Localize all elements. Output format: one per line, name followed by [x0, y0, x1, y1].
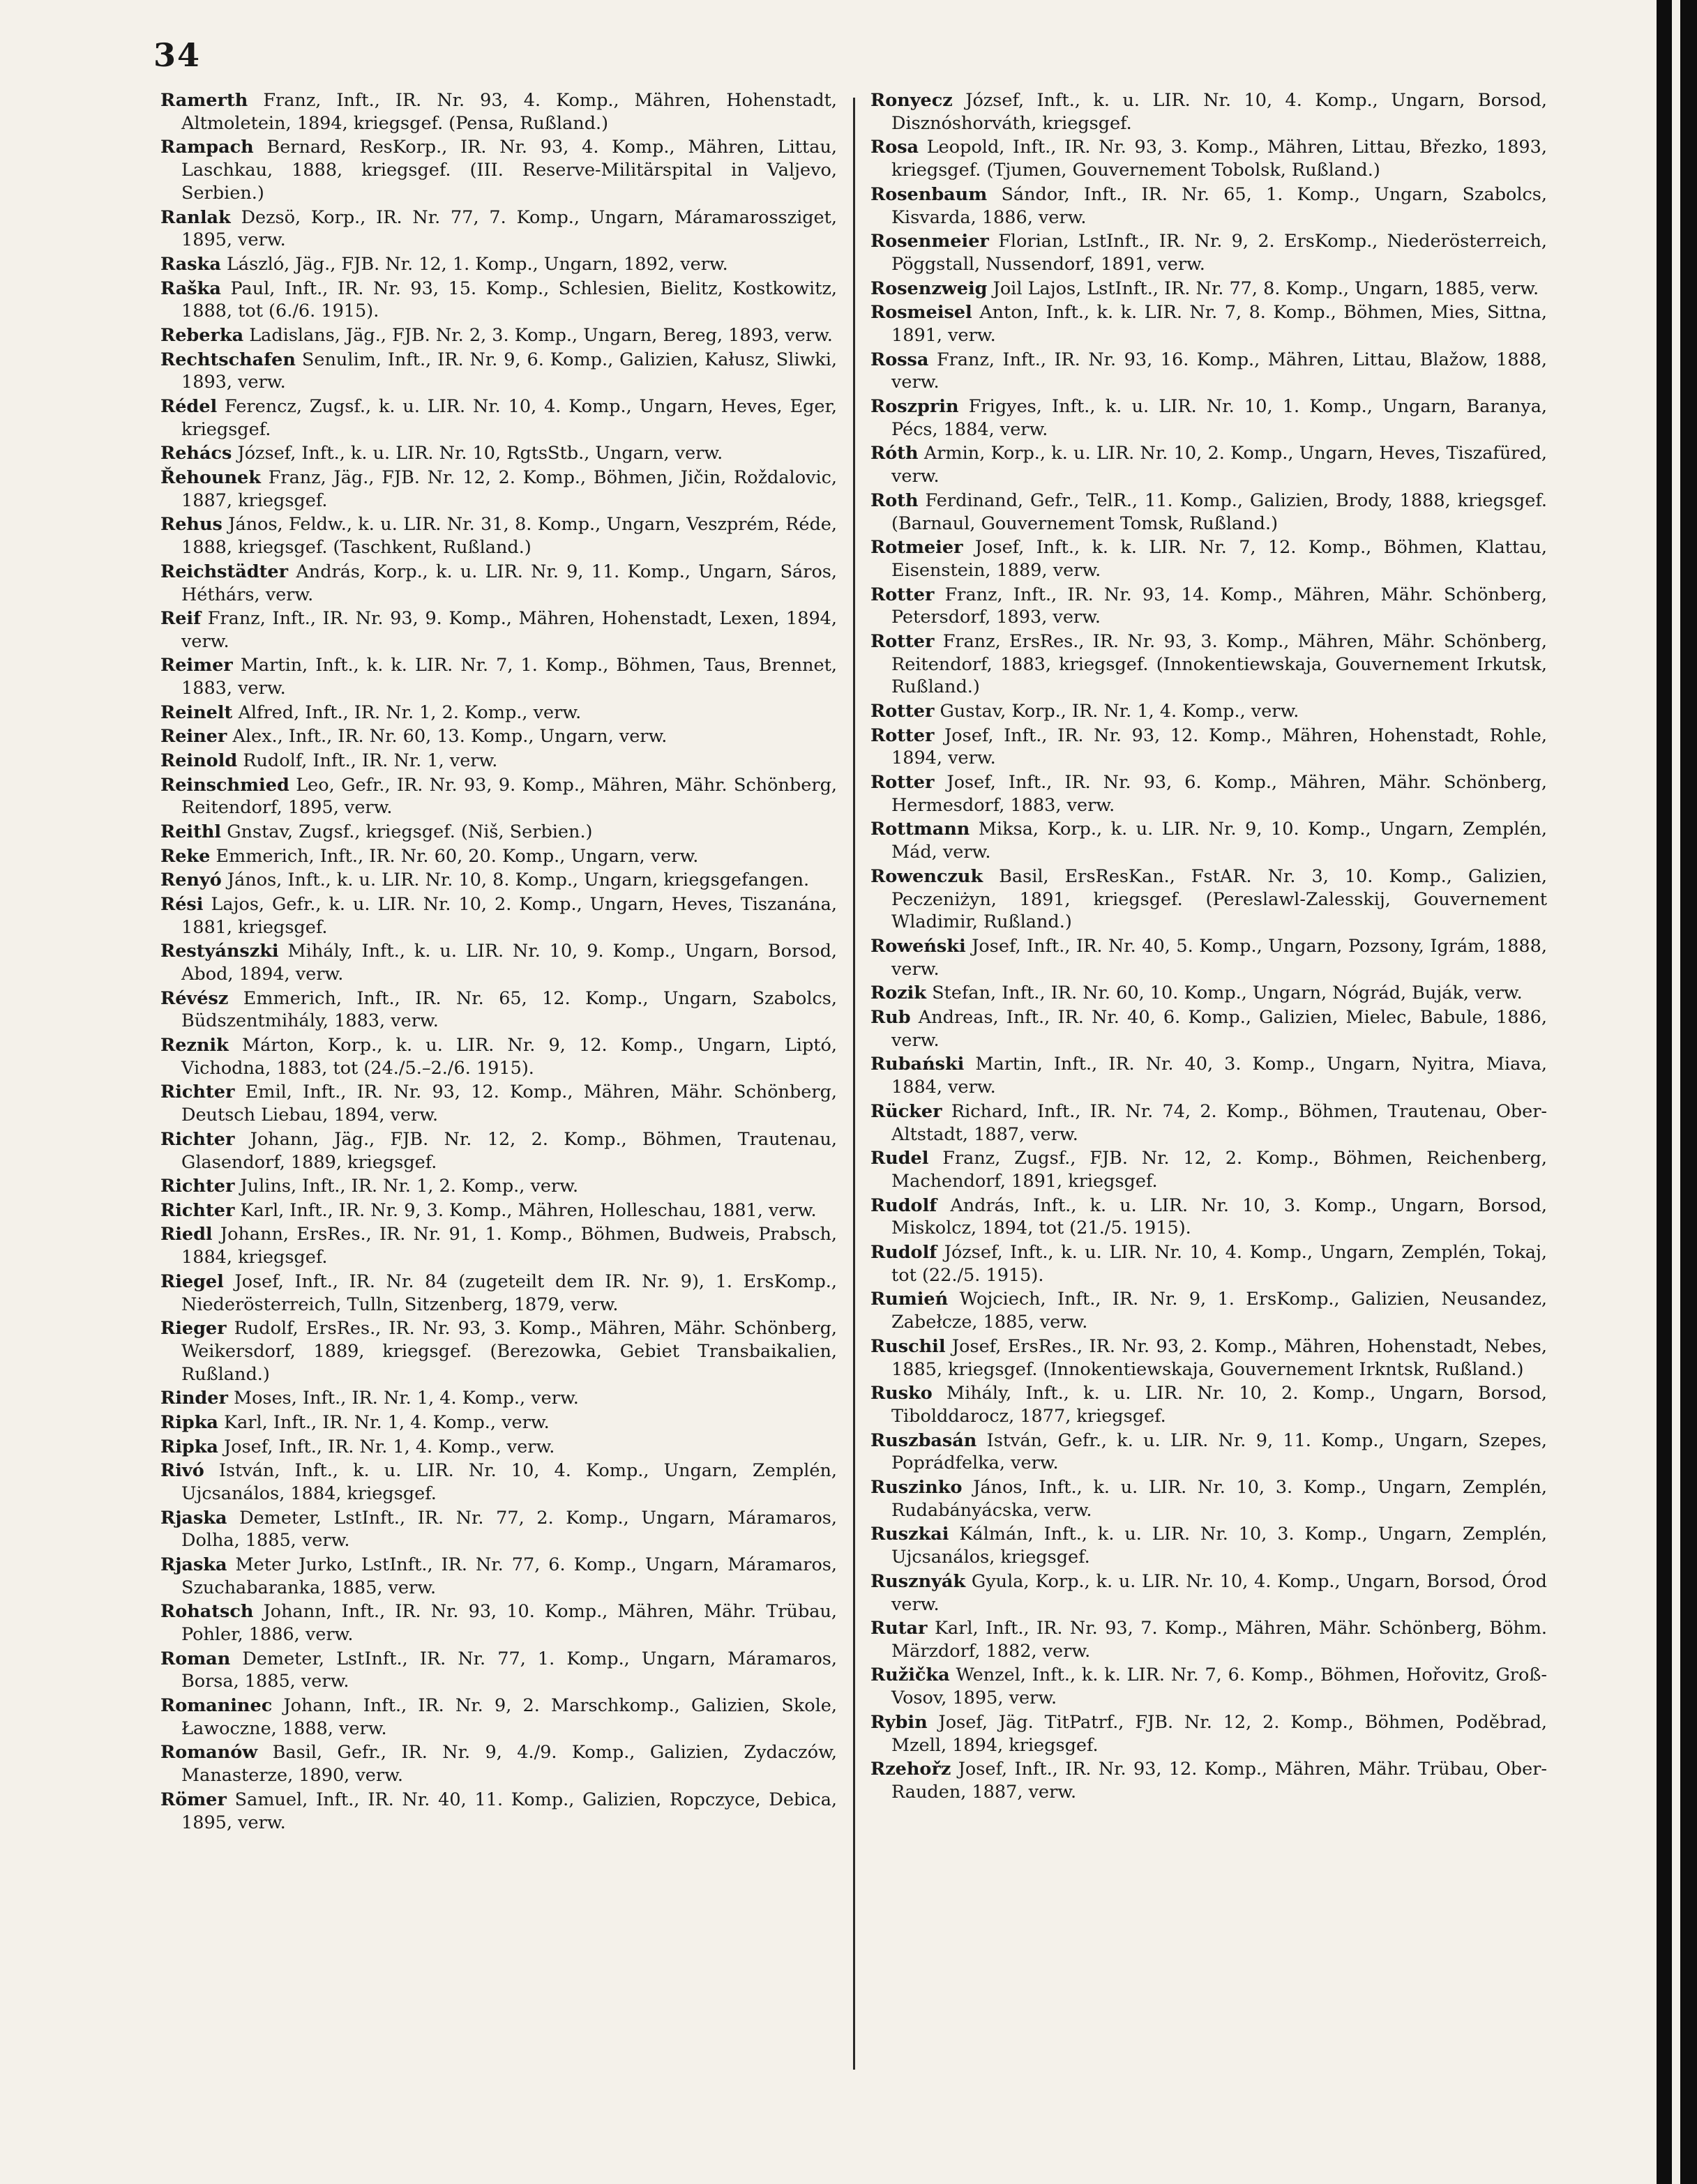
list-entry: [160, 324, 837, 347]
entry-details: János, Inft., k. u. LIR. Nr. 10, 3. Komp., Ungarn, Zemplén, Rudabányácska, verw.: [891, 1476, 1547, 1521]
entry-details: Franz, Jäg., FJB. Nr. 12, 2. Komp., Böhmen, Jičin, Roždalovic, 1887, kriegsgef.: [181, 467, 837, 511]
list-entry: [870, 1241, 1547, 1287]
entry-details: András, Inft., k. u. LIR. Nr. 10, 3. Komp., Ungarn, Borsod, Miskolcz, 1894, tot (21./5. 1915).: [891, 1195, 1547, 1239]
entry-details: Basil, Gefr., IR. Nr. 9, 4./9. Komp., Galizien, Zydaczów, Manasterze, 1890, verw.: [181, 1742, 837, 1787]
list-entry: [160, 1081, 837, 1127]
entry-details: Gnstav, Zugsf., kriegsgef. (Niš, Serbien.): [227, 821, 593, 843]
entry-surname: Rehács: [160, 443, 232, 464]
entry-details: Andreas, Inft., IR. Nr. 40, 6. Komp., Galizien, Mielec, Babule, 1886, verw.: [891, 1007, 1547, 1051]
entry-surname: Rudolf: [870, 1241, 937, 1263]
entry-surname: Rotmeier: [870, 537, 963, 559]
entry-details: Leopold, Inft., IR. Nr. 93, 3. Komp., Mähren, Littau, Březko, 1893, kriegsgef. (Tjumen, Gouvernement Tobolsk, Rußland.): [891, 137, 1547, 181]
list-entry: [870, 349, 1547, 395]
entry-details: Emil, Inft., IR. Nr. 93, 12. Komp., Mähren, Mähr. Schönberg, Deutsch Liebau, 1894, verw.: [181, 1082, 837, 1126]
entry-details: Samuel, Inft., IR. Nr. 40, 11. Komp., Galizien, Ropczyce, Debica, 1895, verw.: [181, 1789, 837, 1833]
entry-details: Demeter, LstInft., IR. Nr. 77, 2. Komp., Ungarn, Máramaros, Dolha, 1885, verw.: [181, 1507, 837, 1552]
entry-details: Franz, Inft., IR. Nr. 93, 4. Komp., Mähren, Hohenstadt, Altmoletein, 1894, kriegsgef. (Pensa, Rußland.): [181, 90, 837, 134]
entry-details: Karl, Inft., IR. Nr. 93, 7. Komp., Mähren, Mähr. Schönberg, Böhm. Märzdorf, 1882, verw.: [891, 1618, 1547, 1662]
entry-surname: Rosmeisel: [870, 302, 972, 324]
entry-surname: Reinschmied: [160, 774, 289, 796]
list-entry: [160, 893, 837, 939]
list-entry: [160, 349, 837, 395]
entry-surname: Reichstädter: [160, 561, 289, 582]
entry-surname: Ronyecz: [870, 90, 953, 111]
list-entry: [160, 1175, 837, 1198]
list-entry: [870, 1100, 1547, 1146]
entry-surname: Rusko: [870, 1383, 933, 1404]
entry-details: Karl, Inft., IR. Nr. 9, 3. Komp., Mähren, Holleschau, 1881, verw.: [240, 1199, 817, 1221]
entry-surname: Richter: [160, 1082, 235, 1103]
entry-surname: Rusznyák: [870, 1570, 966, 1592]
entry-surname: Róth: [870, 443, 919, 464]
entry-surname: Restyánszki: [160, 941, 279, 962]
entry-details: Richard, Inft., IR. Nr. 74, 2. Komp., Böhmen, Trautenau, Ober-Altstadt, 1887, verw.: [891, 1100, 1547, 1145]
entry-surname: Rohatsch: [160, 1601, 254, 1623]
list-entry: [870, 1147, 1547, 1193]
entry-surname: Rieger: [160, 1318, 227, 1340]
entry-surname: Révész: [160, 987, 229, 1009]
entry-details: Josef, Inft., IR. Nr. 93, 6. Komp., Mähren, Mähr. Schönberg, Hermesdorf, 1883, verw.: [891, 772, 1547, 816]
list-entry: [870, 395, 1547, 441]
list-entry: [870, 230, 1547, 276]
list-entry: [870, 1711, 1547, 1757]
list-entry: [160, 987, 837, 1033]
list-entry: [160, 467, 837, 513]
list-entry: [160, 395, 837, 441]
entry-details: József, Inft., k. u. LIR. Nr. 10, RgtsStb., Ungarn, verw.: [237, 443, 723, 464]
entry-details: Emmerich, Inft., IR. Nr. 60, 20. Komp., Ungarn, verw.: [216, 845, 699, 867]
entry-details: Paul, Inft., IR. Nr. 93, 15. Komp., Schlesien, Bielitz, Kostkowitz, 1888, tot (6./6. 1915).: [181, 278, 837, 322]
list-entry: [870, 136, 1547, 182]
entry-details: Alfred, Inft., IR. Nr. 1, 2. Komp., verw.: [238, 702, 582, 723]
entry-surname: Reif: [160, 608, 202, 630]
entry-surname: Ranlak: [160, 206, 231, 228]
list-entry: [870, 1335, 1547, 1381]
entry-details: Franz, Zugsf., FJB. Nr. 12, 2. Komp., Böhmen, Reichenberg, Machendorf, 1891, kriegsgef.: [891, 1148, 1547, 1192]
entry-surname: Roman: [160, 1648, 231, 1669]
entry-details: Gustav, Korp., IR. Nr. 1, 4. Komp., verw.: [940, 701, 1299, 722]
entry-surname: Rotter: [870, 772, 935, 794]
entry-surname: Richter: [160, 1128, 235, 1150]
entry-surname: Rybin: [870, 1711, 928, 1733]
list-entry: [160, 1387, 837, 1410]
entry-surname: Reinelt: [160, 702, 233, 723]
entry-surname: Ruschil: [870, 1335, 946, 1357]
entry-surname: Reke: [160, 845, 211, 867]
entry-details: István, Inft., k. u. LIR. Nr. 10, 4. Komp., Ungarn, Zemplén, Ujcsanálos, 1884, kriegsgef.: [181, 1460, 837, 1504]
list-entry: [870, 1664, 1547, 1710]
entry-surname: Richter: [160, 1199, 235, 1221]
list-entry: [160, 821, 837, 844]
list-entry: [870, 630, 1547, 699]
entry-surname: Richter: [160, 1176, 235, 1197]
entry-details: Josef, Inft., IR. Nr. 40, 5. Komp., Ungarn, Pozsony, Igrám, 1888, verw.: [891, 936, 1547, 980]
entry-details: Josef, Inft., IR. Nr. 84 (zugeteilt dem IR. Nr. 9), 1. ErsKomp., Niederösterreich, Tulln, Sitzenberg, 1879, verw.: [181, 1271, 837, 1315]
list-entry: [160, 442, 837, 465]
list-entry: [870, 700, 1547, 723]
entry-details: Josef, Inft., IR. Nr. 1, 4. Komp., verw.: [224, 1436, 555, 1457]
entry-details: Johann, Inft., IR. Nr. 9, 2. Marschkomp., Galizien, Skole, Ławoczne, 1888, verw.: [181, 1695, 837, 1739]
entry-details: Franz, ErsRes., IR. Nr. 93, 3. Komp., Mähren, Mähr. Schönberg, Reitendorf, 1883, kriegsgef. (Innokentiewskaja, Gouvernement Irkutsk, Rußland.): [891, 630, 1547, 698]
entry-details: János, Inft., k. u. LIR. Nr. 10, 8. Komp., Ungarn, kriegsgefangen.: [227, 870, 810, 891]
entry-details: Stefan, Inft., IR. Nr. 60, 10. Komp., Ungarn, Nógrád, Buják, verw.: [932, 983, 1523, 1004]
list-entry: [160, 774, 837, 820]
list-entry: [160, 253, 837, 276]
entry-surname: Rosenmeier: [870, 231, 989, 252]
list-entry: [160, 1459, 837, 1506]
entry-details: Armin, Korp., k. u. LIR. Nr. 10, 2. Komp., Ungarn, Heves, Tiszafüred, verw.: [891, 443, 1547, 487]
list-entry: [870, 725, 1547, 771]
entry-surname: Rjaska: [160, 1507, 227, 1529]
entry-surname: Rési: [160, 893, 204, 915]
list-entry: [870, 1758, 1547, 1804]
entry-details: Lajos, Gefr., k. u. LIR. Nr. 10, 2. Komp., Ungarn, Heves, Tiszanána, 1881, kriegsgef.: [181, 893, 837, 938]
entry-details: Mihály, Inft., k. u. LIR. Nr. 10, 9. Komp., Ungarn, Borsod, Abod, 1894, verw.: [181, 941, 837, 985]
list-entry: [160, 702, 837, 725]
list-entry: [870, 771, 1547, 817]
list-entry: [160, 278, 837, 324]
entry-details: László, Jäg., FJB. Nr. 12, 1. Komp., Ungarn, 1892, verw.: [226, 253, 728, 275]
entry-details: István, Gefr., k. u. LIR. Nr. 9, 11. Komp., Ungarn, Szepes, Poprádfelka, verw.: [891, 1430, 1547, 1474]
entry-surname: Rosenzweig: [870, 278, 988, 299]
entry-surname: Rampach: [160, 137, 254, 158]
entry-details: Bernard, ResKorp., IR. Nr. 93, 4. Komp., Mähren, Littau, Laschkau, 1888, kriegsgef. (III. Reserve-Militärspital in Valjevo, Serbien.): [181, 137, 837, 204]
entry-surname: Reznik: [160, 1035, 229, 1056]
entry-surname: Rotter: [870, 725, 935, 746]
page-number: 34: [153, 36, 202, 74]
entry-surname: Römer: [160, 1789, 227, 1810]
entry-surname: Rumień: [870, 1289, 949, 1310]
column-divider: [853, 98, 855, 2070]
scan-edge-gap: [1672, 0, 1680, 2184]
left-column: [160, 89, 837, 2070]
entry-surname: Riegel: [160, 1271, 224, 1292]
list-entry: [160, 1199, 837, 1222]
list-entry: [870, 1570, 1547, 1616]
entry-surname: Rjaska: [160, 1554, 227, 1575]
list-entry: [160, 89, 837, 135]
entry-surname: Rotter: [870, 701, 935, 722]
entry-surname: Rubański: [870, 1054, 965, 1075]
entry-surname: Reinold: [160, 750, 238, 772]
entry-details: Meter Jurko, LstInft., IR. Nr. 77, 6. Komp., Ungarn, Máramaros, Szuchabaranka, 1885, verw.: [181, 1554, 837, 1598]
entry-details: Senulim, Inft., IR. Nr. 9, 6. Komp., Galizien, Kałusz, Sliwki, 1893, verw.: [181, 349, 837, 393]
entry-details: Joil Lajos, LstInft., IR. Nr. 77, 8. Komp., Ungarn, 1885, verw.: [993, 278, 1539, 299]
entry-details: Dezsö, Korp., IR. Nr. 77, 7. Komp., Ungarn, Máramarossziget, 1895, verw.: [181, 206, 837, 251]
list-entry: [870, 1476, 1547, 1522]
entry-details: Josef, Inft., k. k. LIR. Nr. 7, 12. Komp., Böhmen, Klattau, Eisenstein, 1889, verw.: [891, 537, 1547, 581]
entry-surname: Raska: [160, 253, 221, 275]
list-entry: [160, 845, 837, 868]
entry-details: Frigyes, Inft., k. u. LIR. Nr. 10, 1. Komp., Ungarn, Baranya, Pécs, 1884, verw.: [891, 395, 1547, 440]
entry-surname: Roszprin: [870, 395, 959, 417]
entry-details: Franz, Inft., IR. Nr. 93, 14. Komp., Mähren, Mähr. Schönberg, Petersdorf, 1893, verw.: [891, 584, 1547, 628]
list-entry: [870, 490, 1547, 536]
entry-surname: Rozik: [870, 983, 927, 1004]
entry-details: Johann, Jäg., FJB. Nr. 12, 2. Komp., Böhmen, Trautenau, Glasendorf, 1889, kriegsgef.: [181, 1128, 837, 1173]
entry-details: Josef, Inft., IR. Nr. 93, 12. Komp., Mähren, Mähr. Trübau, Ober-Rauden, 1887, verw.: [891, 1759, 1547, 1803]
list-entry: [870, 865, 1547, 934]
entry-details: Martin, Inft., IR. Nr. 40, 3. Komp., Ungarn, Nyitra, Miava, 1884, verw.: [891, 1054, 1547, 1098]
entry-details: Josef, Inft., IR. Nr. 93, 12. Komp., Mähren, Hohenstadt, Rohle, 1894, verw.: [891, 725, 1547, 769]
entry-details: Demeter, LstInft., IR. Nr. 77, 1. Komp., Ungarn, Máramaros, Borsa, 1885, verw.: [181, 1648, 837, 1692]
entry-surname: Rudel: [870, 1148, 929, 1169]
entry-surname: Riedl: [160, 1224, 213, 1245]
entry-surname: Ružička: [870, 1664, 950, 1686]
list-entry: [160, 1411, 837, 1434]
list-entry: [870, 818, 1547, 864]
list-entry: [160, 513, 837, 559]
list-entry: [160, 1554, 837, 1600]
list-entry: [870, 584, 1547, 630]
entry-surname: Reberka: [160, 324, 244, 346]
list-entry: [870, 1523, 1547, 1569]
entry-details: Moses, Inft., IR. Nr. 1, 4. Komp., verw.: [234, 1388, 579, 1409]
entry-details: Mihály, Inft., k. u. LIR. Nr. 10, 2. Komp., Ungarn, Borsod, Tibolddarocz, 1877, kriegsgef.: [891, 1383, 1547, 1427]
entry-surname: Reiner: [160, 726, 227, 748]
right-column: [870, 89, 1547, 2070]
entry-details: Anton, Inft., k. k. LIR. Nr. 7, 8. Komp., Böhmen, Mies, Sittna, 1891, verw.: [891, 302, 1547, 346]
entry-details: Basil, ErsResKan., FstAR. Nr. 3, 10. Komp., Galizien, Peczeniżyn, 1891, kriegsgef. (Pereslawl-Zalesskij, Gouvernement Wladimir, Rußland.): [891, 865, 1547, 933]
list-entry: [870, 1053, 1547, 1099]
entry-details: Franz, Inft., IR. Nr. 93, 9. Komp., Mähren, Hohenstadt, Lexen, 1894, verw.: [181, 608, 837, 652]
entry-surname: Rossa: [870, 349, 929, 370]
list-entry: [870, 301, 1547, 347]
entry-surname: Rehus: [160, 514, 223, 536]
entry-details: Karl, Inft., IR. Nr. 1, 4. Komp., verw.: [224, 1411, 550, 1433]
entry-details: Márton, Korp., k. u. LIR. Nr. 9, 12. Komp., Ungarn, Liptó, Vichodna, 1883, tot (24./5.–2./6. 1915).: [181, 1035, 837, 1079]
list-entry: [870, 1006, 1547, 1052]
list-entry: [870, 183, 1547, 229]
entry-surname: Rücker: [870, 1100, 942, 1122]
entry-details: János, Feldw., k. u. LIR. Nr. 31, 8. Komp., Ungarn, Veszprém, Réde, 1888, kriegsgef. (Taschkent, Rußland.): [181, 514, 837, 559]
entry-surname: Roth: [870, 490, 919, 511]
entry-details: Leo, Gefr., IR. Nr. 93, 9. Komp., Mähren, Mähr. Schönberg, Reitendorf, 1895, verw.: [181, 774, 837, 819]
entry-details: Ferencz, Zugsf., k. u. LIR. Nr. 10, 4. Komp., Ungarn, Heves, Eger, kriegsgef.: [181, 395, 837, 440]
entry-surname: Ruszinko: [870, 1476, 963, 1498]
entry-details: Josef, ErsRes., IR. Nr. 93, 2. Komp., Mähren, Hohenstadt, Nebes, 1885, kriegsgef. (Innokentiewskaja, Gouvernement Irkntsk, Rußland.): [891, 1335, 1547, 1380]
list-entry: [160, 1789, 837, 1835]
entry-surname: Rotter: [870, 630, 935, 652]
list-entry: [160, 725, 837, 748]
entry-surname: Ripka: [160, 1436, 218, 1457]
entry-surname: Ripka: [160, 1411, 218, 1433]
entry-details: Martin, Inft., k. k. LIR. Nr. 7, 1. Komp., Böhmen, Taus, Brennet, 1883, verw.: [181, 655, 837, 699]
entry-surname: Raška: [160, 278, 221, 299]
entry-surname: Reimer: [160, 655, 233, 676]
entry-surname: Ruszkai: [870, 1524, 949, 1545]
list-entry: [160, 1600, 837, 1646]
entry-surname: Rudolf: [870, 1195, 937, 1216]
entry-details: Wojciech, Inft., IR. Nr. 9, 1. ErsKomp., Galizien, Neusandez, Zabełcze, 1885, verw.: [891, 1289, 1547, 1333]
list-entry: [160, 1507, 837, 1553]
entry-details: Miksa, Korp., k. u. LIR. Nr. 9, 10. Komp., Ungarn, Zemplén, Mád, verw.: [891, 819, 1547, 863]
entry-surname: Rosenbaum: [870, 183, 988, 205]
entry-details: József, Inft., k. u. LIR. Nr. 10, 4. Komp., Ungarn, Zemplén, Tokaj, tot (22./5. 1915).: [891, 1241, 1547, 1286]
list-entry: [160, 1223, 837, 1269]
entry-surname: Ramerth: [160, 90, 248, 111]
entry-surname: Rotter: [870, 584, 935, 605]
list-entry: [870, 278, 1547, 301]
entry-surname: Rzehořz: [870, 1759, 951, 1780]
entry-details: Julins, Inft., IR. Nr. 1, 2. Komp., verw.: [240, 1176, 579, 1197]
entry-details: Johann, ErsRes., IR. Nr. 91, 1. Komp., Böhmen, Budweis, Prabsch, 1884, kriegsgef.: [181, 1224, 837, 1268]
entry-surname: Renyó: [160, 870, 222, 891]
entry-surname: Rechtschafen: [160, 349, 296, 370]
entry-surname: Reithl: [160, 821, 222, 843]
entry-surname: Rottmann: [870, 819, 970, 840]
entry-details: Alex., Inft., IR. Nr. 60, 13. Komp., Ungarn, verw.: [232, 726, 668, 748]
list-entry: [160, 1436, 837, 1459]
entry-details: Florian, LstInft., IR. Nr. 9, 2. ErsKomp., Niederösterreich, Pöggstall, Nussendorf, 1891, verw.: [891, 231, 1547, 275]
entry-details: Rudolf, ErsRes., IR. Nr. 93, 3. Komp., Mähren, Mähr. Schönberg, Weikersdorf, 1889, kriegsgef. (Berezowka, Gebiet Transbaikalien, Rußland.): [181, 1318, 837, 1385]
list-entry: [160, 1271, 837, 1317]
list-entry: [160, 869, 837, 892]
list-entry: [160, 1128, 837, 1174]
list-entry: [160, 1317, 837, 1386]
list-entry: [160, 561, 837, 607]
list-entry: [160, 940, 837, 986]
list-entry: [870, 1195, 1547, 1241]
entry-surname: Rutar: [870, 1618, 928, 1639]
entry-surname: Rivó: [160, 1460, 204, 1482]
list-entry: [870, 1382, 1547, 1428]
list-entry: [160, 607, 837, 653]
list-entry: [870, 982, 1547, 1005]
entry-details: Ladislans, Jäg., FJB. Nr. 2, 3. Komp., Ungarn, Bereg, 1893, verw.: [249, 324, 833, 346]
list-entry: [870, 1617, 1547, 1663]
list-entry: [160, 1694, 837, 1741]
entry-details: Gyula, Korp., k. u. LIR. Nr. 10, 4. Komp., Ungarn, Borsod, Órod verw.: [891, 1570, 1547, 1615]
list-entry: [870, 442, 1547, 488]
entry-details: Sándor, Inft., IR. Nr. 65, 1. Komp., Ungarn, Szabolcs, Kisvarda, 1886, verw.: [891, 183, 1547, 228]
list-entry: [870, 1288, 1547, 1334]
list-entry: [870, 89, 1547, 135]
list-entry: [870, 935, 1547, 981]
entry-surname: Rosa: [870, 137, 919, 158]
list-entry: [870, 1430, 1547, 1476]
entry-details: Rudolf, Inft., IR. Nr. 1, verw.: [243, 750, 498, 772]
list-entry: [160, 136, 837, 204]
entry-surname: Rédel: [160, 395, 218, 417]
entry-surname: Řehounek: [160, 467, 261, 488]
list-entry: [160, 1741, 837, 1787]
entry-details: Ferdinand, Gefr., TelR., 11. Komp., Galizien, Brody, 1888, kriegsgef. (Barnaul, Gouvernement Tomsk, Rußland.): [891, 490, 1547, 534]
list-entry: [870, 536, 1547, 582]
entry-details: Franz, Inft., IR. Nr. 93, 16. Komp., Mähren, Littau, Blažow, 1888, verw.: [891, 349, 1547, 393]
entry-surname: Romaninec: [160, 1695, 273, 1717]
list-entry: [160, 1648, 837, 1694]
list-entry: [160, 1034, 837, 1080]
entry-details: Kálmán, Inft., k. u. LIR. Nr. 10, 3. Komp., Ungarn, Zemplén, Ujcsanálos, kriegsgef.: [891, 1524, 1547, 1568]
entry-surname: Ruszbasán: [870, 1430, 977, 1451]
entry-surname: Rowenczuk: [870, 865, 983, 887]
entry-details: Josef, Jäg. TitPatrf., FJB. Nr. 12, 2. Komp., Böhmen, Poděbrad, Mzell, 1894, kriegsgef.: [891, 1711, 1547, 1756]
entry-surname: Rub: [870, 1007, 911, 1029]
list-entry: [160, 206, 837, 252]
list-entry: [160, 750, 837, 773]
entry-surname: Roweński: [870, 936, 966, 957]
list-entry: [160, 654, 837, 700]
entry-details: Emmerich, Inft., IR. Nr. 65, 12. Komp., Ungarn, Szabolcs, Büdszentmihály, 1883, verw.: [181, 987, 837, 1032]
entry-details: József, Inft., k. u. LIR. Nr. 10, 4. Komp., Ungarn, Borsod, Disznóshorváth, kriegsgef.: [891, 90, 1547, 134]
entry-surname: Romanów: [160, 1742, 258, 1764]
entry-details: Johann, Inft., IR. Nr. 93, 10. Komp., Mähren, Mähr. Trübau, Pohler, 1886, verw.: [181, 1601, 837, 1646]
entry-details: András, Korp., k. u. LIR. Nr. 9, 11. Komp., Ungarn, Sáros, Héthárs, verw.: [181, 561, 837, 605]
entry-details: Wenzel, Inft., k. k. LIR. Nr. 7, 6. Komp., Böhmen, Hořovitz, Groß-Vosov, 1895, verw.: [891, 1664, 1547, 1709]
entry-surname: Rinder: [160, 1388, 228, 1409]
